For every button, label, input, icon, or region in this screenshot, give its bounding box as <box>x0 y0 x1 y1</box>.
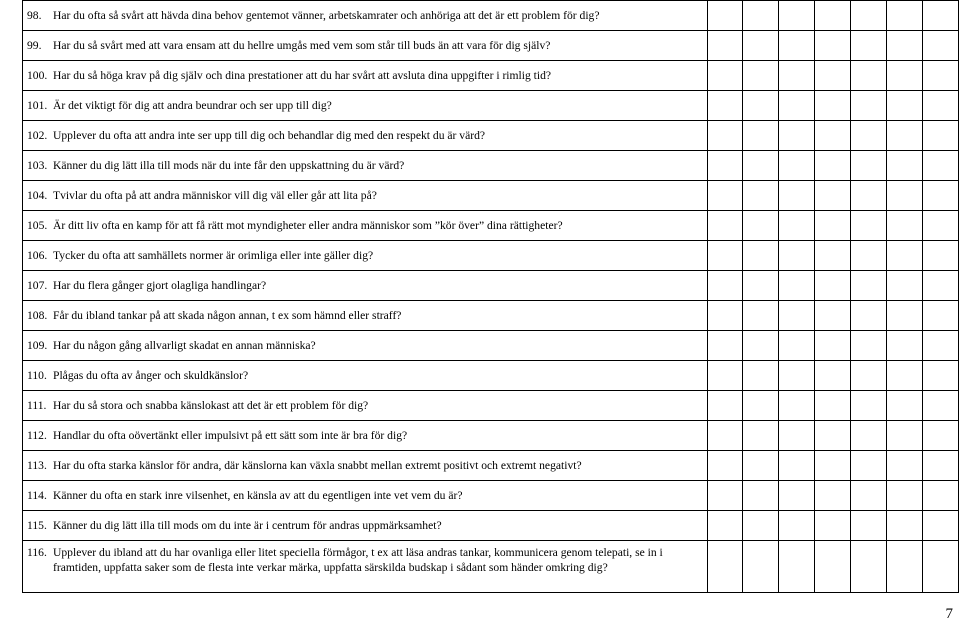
answer-box[interactable] <box>923 421 959 451</box>
answer-box[interactable] <box>743 361 779 391</box>
answer-box[interactable] <box>923 211 959 241</box>
answer-box[interactable] <box>887 421 923 451</box>
answer-box[interactable] <box>707 61 743 91</box>
question-cell <box>23 241 708 271</box>
question-wrapper <box>23 158 707 173</box>
answer-box[interactable] <box>707 361 743 391</box>
question-wrapper <box>23 488 707 503</box>
question-number: 105. <box>27 219 48 232</box>
answer-box[interactable] <box>851 271 887 301</box>
answer-box[interactable] <box>815 511 851 541</box>
answer-box[interactable] <box>887 451 923 481</box>
question-number: 104. <box>27 189 48 202</box>
answer-box[interactable] <box>851 61 887 91</box>
question-cell <box>23 451 708 481</box>
answer-box[interactable] <box>851 181 887 211</box>
answer-box[interactable] <box>743 271 779 301</box>
answer-box[interactable] <box>851 211 887 241</box>
question-cell <box>23 331 708 361</box>
answer-box[interactable] <box>707 391 743 421</box>
question-number: 107. <box>27 279 48 292</box>
question-text: Upplever du ofta att andra inte ser upp till dig och behandlar dig med den respekt du är värd? <box>53 129 486 142</box>
question-cell <box>23 121 708 151</box>
question-row <box>23 271 959 301</box>
answer-box[interactable] <box>779 211 815 241</box>
answer-box[interactable] <box>923 301 959 331</box>
answer-box[interactable] <box>923 361 959 391</box>
answer-box[interactable] <box>815 451 851 481</box>
questionnaire-body <box>23 1 959 593</box>
answer-box[interactable] <box>851 1 887 31</box>
answer-box[interactable] <box>707 91 743 121</box>
answer-box[interactable] <box>815 271 851 301</box>
answer-box[interactable] <box>815 1 851 31</box>
answer-box[interactable] <box>923 1 959 31</box>
question-row <box>23 91 959 121</box>
question-text: Plågas du ofta av ånger och skuldkänslor? <box>53 369 249 382</box>
question-cell <box>23 61 708 91</box>
question-row <box>23 151 959 181</box>
answer-box[interactable] <box>779 421 815 451</box>
answer-box[interactable] <box>923 541 959 593</box>
question-cell <box>23 211 708 241</box>
question-text: Tvivlar du ofta på att andra människor vill dig väl eller går att lita på? <box>53 189 377 202</box>
question-row <box>23 451 959 481</box>
question-text: Har du så stora och snabba känslokast att det är ett problem för dig? <box>53 399 369 412</box>
answer-box[interactable] <box>887 211 923 241</box>
question-number: 101. <box>27 99 48 112</box>
answer-box[interactable] <box>779 151 815 181</box>
question-row <box>23 241 959 271</box>
answer-box[interactable] <box>851 481 887 511</box>
question-cell <box>23 361 708 391</box>
answer-box[interactable] <box>815 151 851 181</box>
answer-box[interactable] <box>851 511 887 541</box>
question-row <box>23 541 959 593</box>
answer-box[interactable] <box>779 61 815 91</box>
question-text: Tycker du ofta att samhällets normer är orimliga eller inte gäller dig? <box>53 249 374 262</box>
question-cell <box>23 31 708 61</box>
question-number: 109. <box>27 339 48 352</box>
answer-box[interactable] <box>887 301 923 331</box>
question-wrapper <box>23 398 707 413</box>
answer-box[interactable] <box>707 181 743 211</box>
answer-box[interactable] <box>815 481 851 511</box>
answer-box[interactable] <box>815 31 851 61</box>
answer-box[interactable] <box>923 451 959 481</box>
question-cell <box>23 481 708 511</box>
question-number: 106. <box>27 249 48 262</box>
question-wrapper <box>23 218 707 233</box>
question-cell <box>23 151 708 181</box>
answer-box[interactable] <box>887 181 923 211</box>
answer-box[interactable] <box>779 301 815 331</box>
answer-box[interactable] <box>851 451 887 481</box>
answer-box[interactable] <box>923 481 959 511</box>
answer-box[interactable] <box>779 391 815 421</box>
answer-box[interactable] <box>743 211 779 241</box>
question-text: Har du ofta så svårt att hävda dina behov gentemot vänner, arbetskamrater och anhöriga att det är ett problem för dig? <box>53 9 600 22</box>
question-row <box>23 391 959 421</box>
answer-box[interactable] <box>815 121 851 151</box>
answer-box[interactable] <box>743 451 779 481</box>
question-wrapper <box>23 458 707 473</box>
questionnaire-table <box>22 0 959 593</box>
answer-box[interactable] <box>851 121 887 151</box>
answer-box[interactable] <box>851 421 887 451</box>
answer-box[interactable] <box>851 541 887 593</box>
answer-box[interactable] <box>815 541 851 593</box>
question-row <box>23 31 959 61</box>
question-number: 115. <box>27 519 47 532</box>
answer-box[interactable] <box>779 511 815 541</box>
question-wrapper <box>23 188 707 203</box>
answer-box[interactable] <box>851 31 887 61</box>
answer-box[interactable] <box>707 301 743 331</box>
question-number: 111. <box>27 399 47 412</box>
question-number: 100. <box>27 69 48 82</box>
answer-box[interactable] <box>779 31 815 61</box>
answer-box[interactable] <box>743 331 779 361</box>
question-number: 114. <box>27 489 47 502</box>
answer-box[interactable] <box>887 151 923 181</box>
question-row <box>23 121 959 151</box>
answer-box[interactable] <box>707 511 743 541</box>
answer-box[interactable] <box>779 331 815 361</box>
answer-box[interactable] <box>743 301 779 331</box>
question-wrapper <box>23 98 707 113</box>
answer-box[interactable] <box>743 181 779 211</box>
answer-box[interactable] <box>743 121 779 151</box>
answer-box[interactable] <box>815 421 851 451</box>
question-text: Får du ibland tankar på att skada någon annan, t ex som hämnd eller straff? <box>53 309 402 322</box>
question-wrapper <box>23 68 707 83</box>
question-cell <box>23 1 708 31</box>
question-text: Handlar du ofta oövertänkt eller impulsivt på ett sätt som inte är bra för dig? <box>53 429 408 442</box>
question-wrapper <box>23 518 707 533</box>
question-cell <box>23 421 708 451</box>
question-cell <box>23 391 708 421</box>
question-text: Har du ofta starka känslor för andra, där känslorna kan växla snabbt mellan extremt positivt och extremt negativt? <box>53 459 582 472</box>
question-row <box>23 361 959 391</box>
question-text: Är det viktigt för dig att andra beundrar och ser upp till dig? <box>53 99 332 112</box>
question-number: 103. <box>27 159 48 172</box>
answer-box[interactable] <box>851 241 887 271</box>
question-number: 110. <box>27 369 47 382</box>
answer-box[interactable] <box>851 91 887 121</box>
answer-box[interactable] <box>707 451 743 481</box>
answer-box[interactable] <box>707 31 743 61</box>
answer-box[interactable] <box>815 331 851 361</box>
answer-box[interactable] <box>851 361 887 391</box>
answer-box[interactable] <box>743 241 779 271</box>
answer-box[interactable] <box>923 61 959 91</box>
answer-box[interactable] <box>815 211 851 241</box>
question-number: 98. <box>27 9 42 22</box>
answer-box[interactable] <box>779 451 815 481</box>
question-text: Känner du dig lätt illa till mods när du inte får den uppskattning du är värd? <box>53 159 405 172</box>
answer-box[interactable] <box>851 301 887 331</box>
answer-box[interactable] <box>923 241 959 271</box>
question-cell <box>23 301 708 331</box>
question-text: Har du någon gång allvarligt skadat en annan människa? <box>53 339 316 352</box>
answer-box[interactable] <box>815 301 851 331</box>
answer-box[interactable] <box>779 1 815 31</box>
answer-box[interactable] <box>815 91 851 121</box>
answer-box[interactable] <box>923 31 959 61</box>
question-text: Har du så höga krav på dig själv och dina prestationer att du har svårt att avsluta dina uppgifter i rimlig tid? <box>53 69 552 82</box>
answer-box[interactable] <box>707 211 743 241</box>
answer-box[interactable] <box>707 241 743 271</box>
answer-box[interactable] <box>743 31 779 61</box>
answer-box[interactable] <box>887 541 923 593</box>
answer-box[interactable] <box>815 361 851 391</box>
question-cell <box>23 541 708 593</box>
question-cell <box>23 511 708 541</box>
question-text: Har du flera gånger gjort olagliga handlingar? <box>53 279 267 292</box>
question-wrapper <box>23 541 707 575</box>
answer-box[interactable] <box>887 271 923 301</box>
answer-box[interactable] <box>707 541 743 593</box>
answer-box[interactable] <box>851 391 887 421</box>
answer-box[interactable] <box>815 241 851 271</box>
answer-box[interactable] <box>923 151 959 181</box>
answer-box[interactable] <box>887 241 923 271</box>
answer-box[interactable] <box>815 181 851 211</box>
question-number: 108. <box>27 309 48 322</box>
answer-box[interactable] <box>707 271 743 301</box>
answer-box[interactable] <box>743 61 779 91</box>
question-cell <box>23 181 708 211</box>
answer-box[interactable] <box>743 391 779 421</box>
answer-box[interactable] <box>887 361 923 391</box>
answer-box[interactable] <box>779 361 815 391</box>
question-wrapper <box>23 38 707 53</box>
answer-box[interactable] <box>923 331 959 361</box>
answer-box[interactable] <box>923 271 959 301</box>
answer-box[interactable] <box>887 61 923 91</box>
question-wrapper <box>23 368 707 383</box>
answer-box[interactable] <box>743 541 779 593</box>
question-row <box>23 211 959 241</box>
answer-box[interactable] <box>707 151 743 181</box>
question-number: 99. <box>27 39 42 52</box>
answer-box[interactable] <box>743 1 779 31</box>
question-text: Känner du ofta en stark inre vilsenhet, en känsla av att du egentligen inte vet vem du är? <box>53 489 463 502</box>
question-cell <box>23 271 708 301</box>
answer-box[interactable] <box>743 511 779 541</box>
answer-box[interactable] <box>779 181 815 211</box>
question-number: 116. <box>27 546 47 559</box>
question-row <box>23 511 959 541</box>
answer-box[interactable] <box>887 391 923 421</box>
answer-box[interactable] <box>815 61 851 91</box>
question-number: 102. <box>27 129 48 142</box>
answer-box[interactable] <box>851 331 887 361</box>
answer-box[interactable] <box>707 121 743 151</box>
question-row <box>23 301 959 331</box>
answer-box[interactable] <box>779 91 815 121</box>
question-row <box>23 181 959 211</box>
answer-box[interactable] <box>707 481 743 511</box>
question-number: 112. <box>27 429 47 442</box>
answer-box[interactable] <box>707 421 743 451</box>
answer-box[interactable] <box>779 241 815 271</box>
answer-box[interactable] <box>743 151 779 181</box>
question-number: 113. <box>27 459 47 472</box>
answer-box[interactable] <box>887 91 923 121</box>
answer-box[interactable] <box>707 1 743 31</box>
answer-box[interactable] <box>779 121 815 151</box>
question-row <box>23 331 959 361</box>
answer-box[interactable] <box>887 31 923 61</box>
answer-box[interactable] <box>887 1 923 31</box>
answer-box[interactable] <box>707 331 743 361</box>
answer-box[interactable] <box>887 121 923 151</box>
question-wrapper <box>23 338 707 353</box>
answer-box[interactable] <box>887 511 923 541</box>
question-wrapper <box>23 128 707 143</box>
question-text: Är ditt liv ofta en kamp för att få rätt mot myndigheter eller andra människor som ”kör över” dina rättigheter? <box>53 219 563 232</box>
answer-box[interactable] <box>743 481 779 511</box>
answer-box[interactable] <box>743 91 779 121</box>
answer-box[interactable] <box>743 421 779 451</box>
answer-box[interactable] <box>779 541 815 593</box>
question-text: Känner du dig lätt illa till mods om du inte är i centrum för andras uppmärksamhet? <box>53 519 442 532</box>
answer-box[interactable] <box>887 481 923 511</box>
answer-box[interactable] <box>779 271 815 301</box>
answer-box[interactable] <box>923 91 959 121</box>
page-number: 7 <box>945 606 953 622</box>
question-row <box>23 61 959 91</box>
question-text: Upplever du ibland att du har ovanliga eller litet speciella förmågor, t ex att läsa andras tankar, kommunicera genom telepati, se in i framtiden, uppfatta saker som de flesta inte verkar märka, uppfatta särskilda budskap i sådant som händer omkring dig? <box>53 546 663 574</box>
answer-box[interactable] <box>923 511 959 541</box>
question-text: Har du så svårt med att vara ensam att du hellre umgås med vem som står till buds än att vara för dig själv? <box>53 39 551 52</box>
answer-box[interactable] <box>851 151 887 181</box>
answer-box[interactable] <box>887 331 923 361</box>
question-row <box>23 1 959 31</box>
question-wrapper <box>23 8 707 23</box>
question-wrapper <box>23 308 707 323</box>
question-wrapper <box>23 278 707 293</box>
question-cell <box>23 91 708 121</box>
answer-box[interactable] <box>815 391 851 421</box>
question-row <box>23 481 959 511</box>
answer-box[interactable] <box>923 391 959 421</box>
answer-box[interactable] <box>779 481 815 511</box>
question-wrapper <box>23 248 707 263</box>
question-row <box>23 421 959 451</box>
answer-box[interactable] <box>923 181 959 211</box>
question-wrapper <box>23 428 707 443</box>
answer-box[interactable] <box>923 121 959 151</box>
